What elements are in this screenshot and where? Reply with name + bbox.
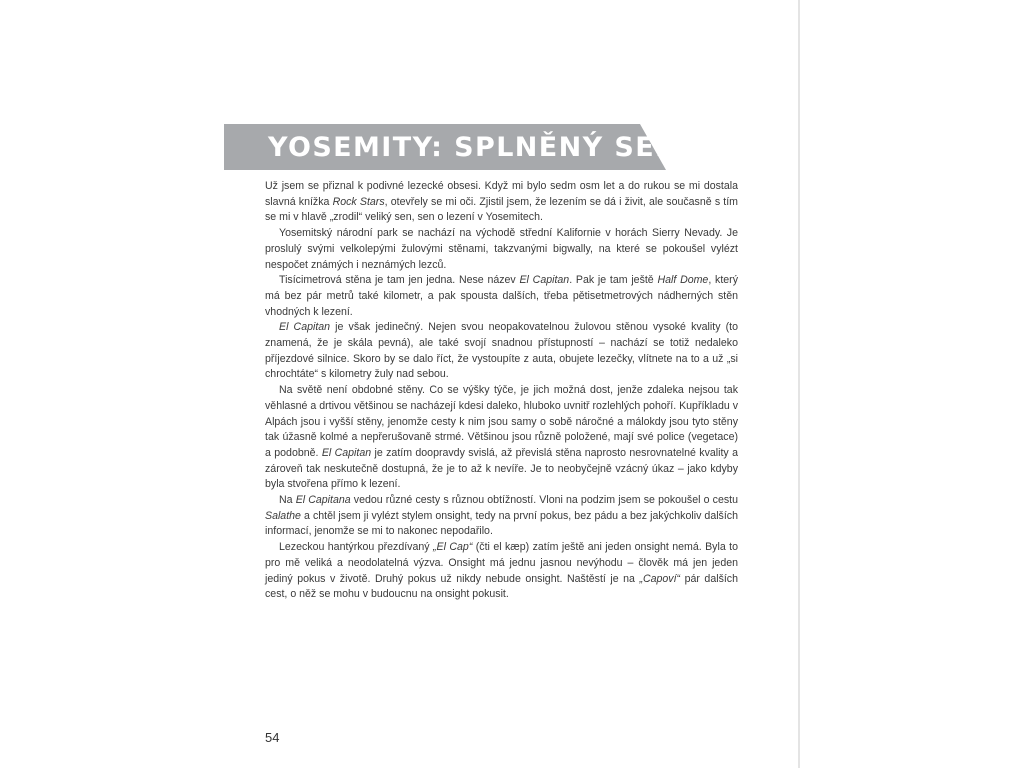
paragraph-text: je však jedinečný. Nejen svou neopakovatelnou žulovou stěnou vysoké kvality (to znamená, že je skála pevná), ale také svojí snadnou přístupností – nachází se totiž nedaleko příjezdové silnice. Skoro by se dalo říct, že vystoupíte z auta, obujete lezečky, vlítnete na to a už „si chrochtáte“ s kilometry žuly nad sebou. bbox=[265, 321, 738, 381]
body-paragraph bbox=[265, 383, 738, 493]
chapter-title: YOSEMITY: SPLNĚNÝ SEN bbox=[268, 132, 680, 163]
paragraph-text: Na bbox=[279, 494, 296, 507]
paragraph-text: (čti el kæp) zatím ještě ani jeden onsight nemá. Byla to pro mě veliká a neodolatelná výzva. Onsight má jednu jasnou nevýhodu – člověk má jen jeden jediný pokus v životě. Druhý pokus už nikdy nebude onsight. Naštěstí je na bbox=[265, 541, 738, 585]
italic-text: Salathe bbox=[265, 509, 301, 522]
italic-text: El Capitan bbox=[279, 321, 331, 334]
body-paragraph bbox=[265, 320, 738, 383]
paragraph-text: Už jsem se přiznal k podivné lezecké obsesi. Když mi bylo sedm osm let a do rukou se mi dostala slavná knížka bbox=[265, 180, 738, 208]
body-paragraph bbox=[265, 179, 738, 226]
paragraph-text: a chtěl jsem ji vylézt stylem onsight, tedy na první pokus, bez pádu a bez jakýchkoliv dalších informací, jenomže se mi to nakonec nepodařilo. bbox=[265, 509, 738, 538]
italic-text: „Capoví“ bbox=[639, 572, 681, 585]
paragraph-text: vedou různé cesty s různou obtížností. Vloni na podzim jsem se pokoušel o cestu bbox=[350, 494, 738, 507]
italic-text: „El Cap“ bbox=[433, 541, 473, 554]
body-paragraph bbox=[265, 540, 738, 603]
paragraph-text: Lezeckou hantýrkou přezdívaný bbox=[279, 541, 433, 554]
italic-text: Rock Stars bbox=[332, 195, 385, 208]
paragraph-text: , který má bez pár metrů také kilometr, a pak spousta dalších, třeba pětisetmetrových nádherných stěn vhodných k lezení. bbox=[265, 274, 738, 318]
paragraph-text: Yosemitský národní park se nachází na východě střední Kalifornie v horách Sierry Nevady. Je proslulý svými velkolepými žulovými stěnami, takzvanými bigwally, na které se pokoušel vylézt nespočet známých i neznámých lezců. bbox=[265, 227, 738, 271]
body-paragraph bbox=[265, 273, 738, 320]
page-divider bbox=[798, 0, 800, 768]
body-paragraph bbox=[265, 493, 738, 540]
paragraph-text: Na světě není obdobné stěny. Co se výšky týče, je jich možná dost, jenže zdaleka nejsou tak věhlasné a drtivou většinou se nacházejí kdesi daleko, hluboko uvnitř rozlehlých pohoří. Kupříkladu v Alpách jsou i vyšší stěny, jenomže cesty k nim jsou samy o sobě náročné a málokdy jsou tyto stěny tak úžasně kolmé a nepřerušovaně strmé. Většinou jsou různě položené, mají své police (vegetace) a podobně. bbox=[265, 384, 738, 459]
page-number: 54 bbox=[265, 730, 280, 745]
italic-text: Half Dome bbox=[657, 274, 709, 287]
body-text bbox=[265, 179, 738, 603]
italic-text: El Capitana bbox=[295, 494, 351, 507]
italic-text: El Capitan bbox=[519, 274, 570, 287]
paragraph-text: je zatím doopravdy svislá, až převislá stěna naprosto nesrovnatelné kvality a zároveň tak neskutečně dostupná, že je to až k nevíře. Je to neobyčejně vzácný úkaz – jako kdyby byla stvořena přímo k lezení. bbox=[265, 446, 738, 491]
paragraph-text: pár dalších cest, o něž se mohu v budoucnu na onsight pokusit. bbox=[265, 572, 739, 601]
paragraph-text: Tisícimetrová stěna je tam jen jedna. Nese název bbox=[279, 274, 520, 287]
paragraph-text: . Pak je tam ještě bbox=[569, 274, 658, 287]
body-paragraph bbox=[265, 226, 738, 273]
italic-text: El Capitan bbox=[321, 446, 372, 459]
paragraph-text: , otevřely se mi oči. Zjistil jsem, že lezením se dá i živit, ale současně s tím se mi v hlavě „zrodil“ veliký sen, sen o lezení v Yosemitech. bbox=[265, 195, 738, 224]
